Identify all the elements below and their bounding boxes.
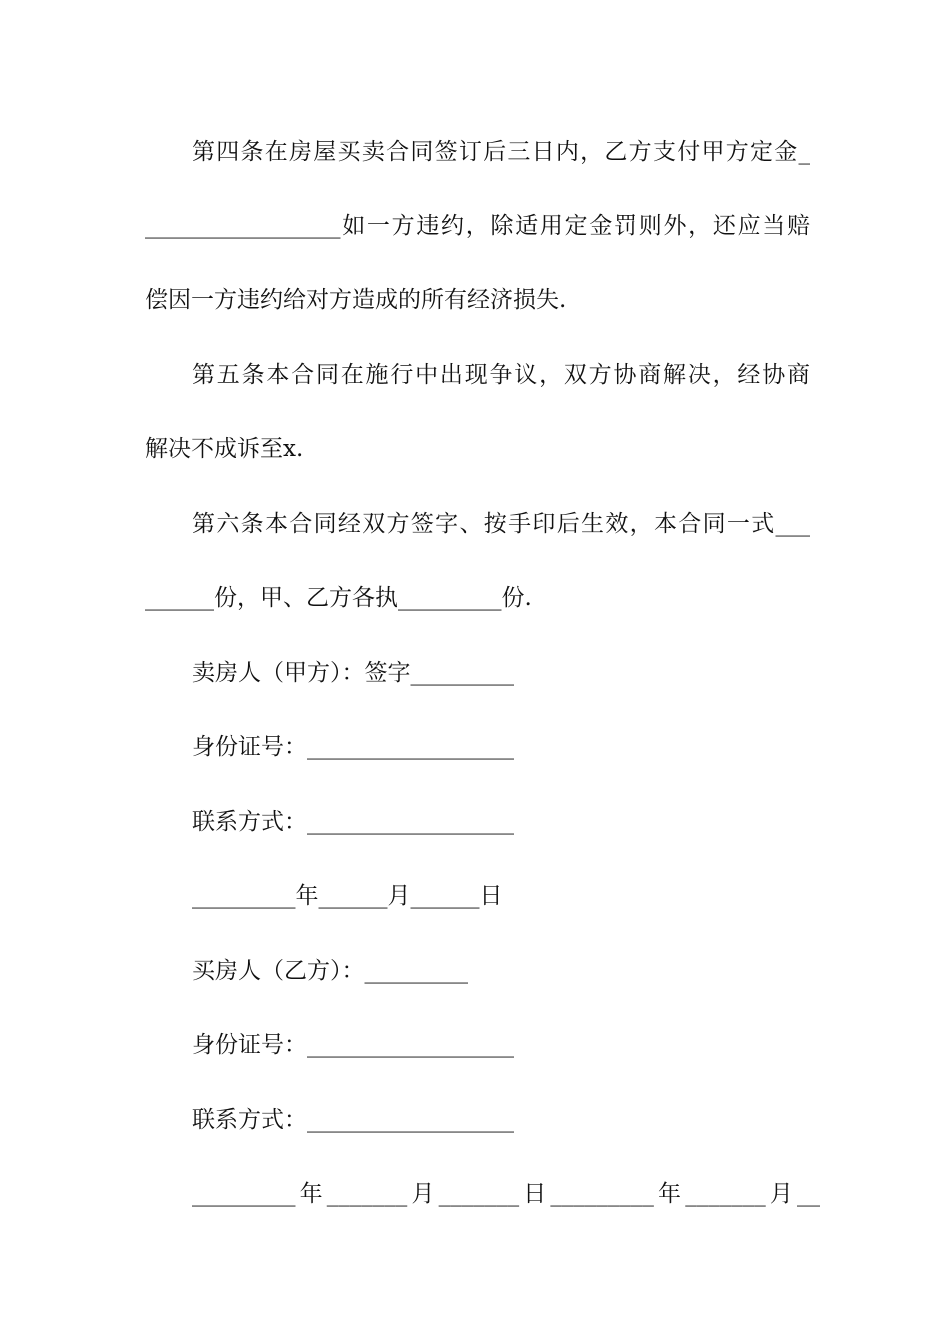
article-5-line-1: 第五条本合同在施行中出现争议，双方协商解决，经协商: [192, 362, 810, 388]
article-5-line-2: 解决不成诉至x.: [145, 436, 304, 462]
article-6-line-1: 第六条本合同经双方签字、按手印后生效，本合同一式___: [192, 511, 810, 537]
article-4-line-1: 第四条在房屋买卖合同签订后三日内，乙方支付甲方定金_: [192, 139, 810, 165]
seller-id-number-line: 身份证号：__________________: [192, 734, 514, 760]
article-4-line-3: 偿因一方违约给对方造成的所有经济损失.: [145, 287, 567, 313]
seller-contact-line: 联系方式：__________________: [192, 809, 514, 835]
seller-date-line: _________年______月______日: [192, 883, 503, 909]
buyer-date-line: _________年_______月_______日_________年_______月__: [192, 1181, 820, 1207]
seller-signature-line: 卖房人（甲方）：签字_________: [192, 660, 514, 686]
buyer-signature-line: 买房人（乙方）：_________: [192, 958, 468, 984]
article-4-line-2: _________________如一方违约，除适用定金罚则外，还应当赔: [145, 213, 810, 239]
buyer-id-number-line: 身份证号：__________________: [192, 1032, 514, 1058]
article-6-line-2: ______份，甲、乙方各执_________份.: [145, 585, 532, 611]
buyer-contact-line: 联系方式：__________________: [192, 1107, 514, 1133]
